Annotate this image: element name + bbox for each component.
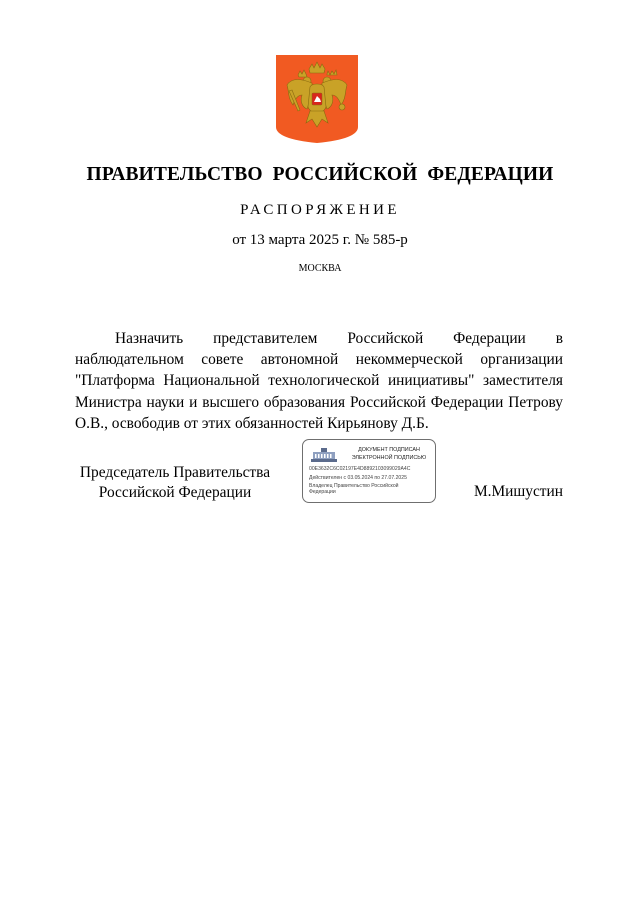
document-date-number: от 13 марта 2025 г. № 585-р bbox=[232, 232, 408, 248]
document-city: МОСКВА bbox=[298, 263, 342, 274]
stamp-title bbox=[341, 447, 437, 462]
signer-position-line2: Российской Федерации bbox=[98, 483, 252, 501]
stamp-validity: Действителен с 03.05.2024 по 27.07.2025 bbox=[309, 475, 407, 481]
government-title: ПРАВИТЕЛЬСТВО РОССИЙСКОЙ ФЕДЕРАЦИИ bbox=[86, 164, 554, 185]
stamp-title-line2: ЭЛЕКТРОННОЙ ПОДПИСЬЮ bbox=[351, 454, 427, 461]
signer-position bbox=[75, 463, 275, 502]
coat-of-arms-emblem bbox=[276, 55, 358, 143]
document-type: РАСПОРЯЖЕНИЕ bbox=[240, 202, 400, 218]
order-text: Назначить представителем Российской Федерации в наблюдательном совете автономной некоммерческой организации "Платформа Национальной технологической инициативы" заместителя Министра науки и высшего образования Российской Федерации Петрову О.В., освободив от этих обязанностей Кирьянову Д.Б. bbox=[75, 330, 563, 432]
government-building-icon bbox=[309, 446, 339, 464]
signer-name: М.Мишустин bbox=[473, 483, 563, 500]
stamp-title-line1: ДОКУМЕНТ ПОДПИСАН bbox=[358, 447, 420, 453]
stamp-certificate: 00E3632C6C02197E4D8892103099029A4C bbox=[309, 466, 411, 472]
stamp-owner-line2: Федерации bbox=[309, 489, 336, 495]
signer-position-line1: Председатель Правительства bbox=[79, 464, 271, 481]
stamp-owner-line1: Владелец Правительство Российской bbox=[309, 483, 399, 489]
electronic-signature-stamp bbox=[302, 439, 436, 503]
